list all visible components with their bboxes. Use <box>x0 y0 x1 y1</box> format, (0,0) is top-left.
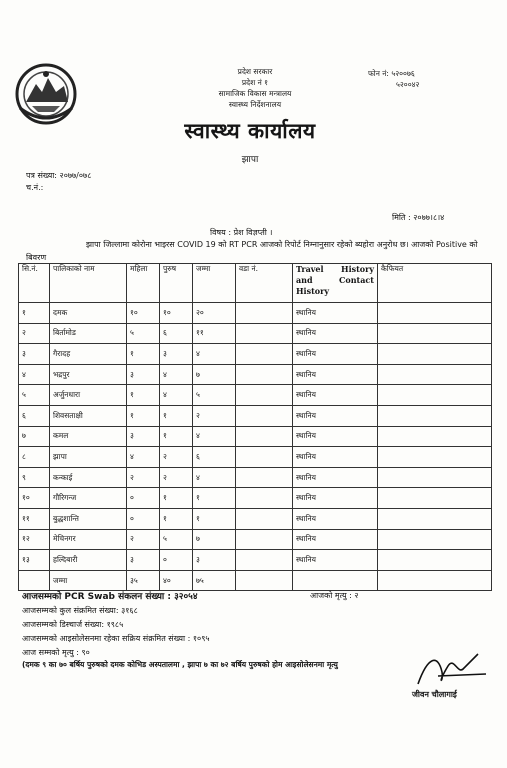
table-row <box>19 323 492 344</box>
cell-female: १ <box>127 344 160 365</box>
table-row <box>19 467 492 488</box>
table-row <box>19 508 492 529</box>
cell-sn: २ <box>19 323 50 344</box>
cell-total: ७ <box>193 364 236 385</box>
cell-travel: स्थानिय <box>293 467 378 488</box>
cell-male: ० <box>160 550 193 571</box>
positive-cases-table <box>18 263 492 591</box>
cell-male: ५ <box>160 529 193 550</box>
cell-total: ११ <box>193 323 236 344</box>
cell-total: ६ <box>193 447 236 468</box>
cell-female: ५ <box>127 323 160 344</box>
col-male: पुरुष <box>160 264 193 303</box>
cell-male: १ <box>160 508 193 529</box>
col-ward: वडा नं. <box>236 264 293 303</box>
cell-travel: स्थानिय <box>293 508 378 529</box>
cell-total: ७ <box>193 529 236 550</box>
cell-name: गौरिगन्ज <box>50 488 127 509</box>
cell-sn: १ <box>19 303 50 324</box>
cell-sn: ५ <box>19 385 50 406</box>
cell-travel: स्थानिय <box>293 323 378 344</box>
phone-number: फोन नं: ५२००७६ <box>368 69 415 78</box>
cell-female: २ <box>127 467 160 488</box>
cell-travel: स्थानिय <box>293 529 378 550</box>
cell-name: शिवसताक्षी <box>50 405 127 426</box>
cell-male: १ <box>160 405 193 426</box>
gov-line: सामाजिक विकास मन्त्रालय <box>218 89 292 98</box>
cell-female: ३ <box>127 550 160 571</box>
table-row <box>19 570 492 591</box>
cell-name: अर्जुनधारा <box>50 385 127 406</box>
deaths-today: आजको मृत्यु : २ <box>310 591 359 600</box>
cell-female: १० <box>127 303 160 324</box>
cell-travel: स्थानिय <box>293 364 378 385</box>
cell-sn: ८ <box>19 447 50 468</box>
cell-remarks <box>378 550 492 571</box>
cell-sn: १० <box>19 488 50 509</box>
cell-name: भद्रपुर <box>50 364 127 385</box>
cell-sn: १३ <box>19 550 50 571</box>
government-header <box>190 66 320 110</box>
cell-travel: स्थानिय <box>293 488 378 509</box>
cell-total: ४ <box>193 467 236 488</box>
cell-ward <box>236 447 293 468</box>
cell-ward <box>236 467 293 488</box>
government-emblem-icon <box>14 62 78 126</box>
cell-name: गैरादह <box>50 344 127 365</box>
cell-male: ६ <box>160 323 193 344</box>
cell-travel: स्थानिय <box>293 550 378 571</box>
cell-total: ७५ <box>193 570 236 591</box>
cell-total: ३ <box>193 550 236 571</box>
cell-travel: स्थानिय <box>293 426 378 447</box>
cell-name: कन्काई <box>50 467 127 488</box>
cell-male: ४० <box>160 570 193 591</box>
letter-number: पत्र संख्या: २०७७/०७८ <box>26 171 92 180</box>
cell-female: २ <box>127 529 160 550</box>
cell-travel: स्थानिय <box>293 447 378 468</box>
cell-remarks <box>378 385 492 406</box>
table-row <box>19 385 492 406</box>
cell-male: ४ <box>160 385 193 406</box>
cell-sn: ६ <box>19 405 50 426</box>
discharged-count: आजसम्मको डिस्चार्ज संख्या: १९८५ <box>22 620 124 629</box>
cell-travel <box>293 570 378 591</box>
cell-ward <box>236 385 293 406</box>
cell-remarks <box>378 529 492 550</box>
col-municipality: पालिकाको नाम <box>50 264 127 303</box>
cell-ward <box>236 364 293 385</box>
cell-remarks <box>378 303 492 324</box>
cell-sn: ४ <box>19 364 50 385</box>
cell-female: ३ <box>127 426 160 447</box>
cell-ward <box>236 550 293 571</box>
cell-name: बुद्धशान्ति <box>50 508 127 529</box>
cell-male: २ <box>160 447 193 468</box>
table-row <box>19 344 492 365</box>
office-title: स्वास्थ्य कार्यालय <box>184 118 316 143</box>
cell-female: ३ <box>127 364 160 385</box>
cell-remarks <box>378 488 492 509</box>
cell-female: ३५ <box>127 570 160 591</box>
death-note: (दमक ९ का ७० बर्षिय पुरुषको दमक कोभिड अस्पतालमा , झापा ७ का ७२ बर्षिय पुरुषको होम आइसोलेसनमा मृत्यु <box>22 660 338 669</box>
cell-female: १ <box>127 405 160 426</box>
cell-total: २ <box>193 405 236 426</box>
cell-total: १ <box>193 488 236 509</box>
col-female: महिला <box>127 264 160 303</box>
summary-block <box>22 590 210 660</box>
letter-date: मिति : २०७७।८।४ <box>392 213 445 222</box>
table-row <box>19 447 492 468</box>
cell-name: मेचिनगर <box>50 529 127 550</box>
cell-name: कमल <box>50 426 127 447</box>
cell-sn: ३ <box>19 344 50 365</box>
cell-name: झापा <box>50 447 127 468</box>
cell-female: ० <box>127 508 160 529</box>
swab-count: आजसम्मको PCR Swab संकलन संख्या : ३२०५४ <box>22 592 198 602</box>
table-row <box>19 364 492 385</box>
cell-male: १ <box>160 488 193 509</box>
cell-remarks <box>378 344 492 365</box>
col-travel-history: Travel History and Contact History <box>293 264 378 303</box>
phone-number-2: ५२००४२ <box>396 80 420 89</box>
col-serial: सि.नं. <box>19 264 50 303</box>
cell-sn: ७ <box>19 426 50 447</box>
cell-male: १० <box>160 303 193 324</box>
cell-sn: ९ <box>19 467 50 488</box>
cell-ward <box>236 344 293 365</box>
cell-total: ५ <box>193 385 236 406</box>
col-total: जम्मा <box>193 264 236 303</box>
cell-female: १ <box>127 385 160 406</box>
table-row <box>19 303 492 324</box>
cell-female: ४ <box>127 447 160 468</box>
cell-male: ४ <box>160 364 193 385</box>
cell-name: जम्मा <box>50 570 127 591</box>
cell-remarks <box>378 508 492 529</box>
table-row <box>19 405 492 426</box>
intro-paragraph: झापा जिल्लामा कोरोना भाइरस COVID 19 को RT PCR आजको रिपोर्ट निम्नानुसार रहेको ब्यहोरा अनुरोध छ। आजको Positive को बिवरण <box>26 240 478 262</box>
letter-subject: विषय : प्रेश विज्ञप्ती । <box>210 228 273 237</box>
cell-remarks <box>378 570 492 591</box>
table-row <box>19 426 492 447</box>
cell-ward <box>236 303 293 324</box>
cell-female: ० <box>127 488 160 509</box>
cell-travel: स्थानिय <box>293 344 378 365</box>
cell-remarks <box>378 447 492 468</box>
cell-total: ४ <box>193 344 236 365</box>
gov-line: प्रदेश नं १ <box>241 78 269 87</box>
cell-male: २ <box>160 467 193 488</box>
cell-remarks <box>378 364 492 385</box>
col-remarks: कैफियत <box>378 264 492 303</box>
cell-male: ३ <box>160 344 193 365</box>
cell-ward <box>236 570 293 591</box>
cell-name: दमक <box>50 303 127 324</box>
cell-sn <box>19 570 50 591</box>
cell-ward <box>236 323 293 344</box>
signatory-name: जीवन चौलागाई <box>412 690 457 699</box>
district-name: झापा <box>241 155 259 165</box>
cell-travel: स्थानिय <box>293 385 378 406</box>
cell-remarks <box>378 467 492 488</box>
table-header-row <box>19 264 492 303</box>
cell-total: २० <box>193 303 236 324</box>
phone-block <box>368 68 419 90</box>
cell-male: १ <box>160 426 193 447</box>
cell-remarks <box>378 323 492 344</box>
cell-ward <box>236 508 293 529</box>
cell-remarks <box>378 426 492 447</box>
active-isolation: आजसम्मको आइसोलेसनमा रहेका सक्रिय संक्रमित संख्या : १०९५ <box>22 634 210 643</box>
cell-sn: १२ <box>19 529 50 550</box>
cell-remarks <box>378 405 492 426</box>
cell-total: १ <box>193 508 236 529</box>
cell-sn: ११ <box>19 508 50 529</box>
cell-ward <box>236 529 293 550</box>
cell-ward <box>236 426 293 447</box>
reference-block <box>26 170 91 194</box>
table-row <box>19 488 492 509</box>
cell-travel: स्थानिय <box>293 405 378 426</box>
total-infected: आजसम्मको कुल संक्रमित संख्या: ३१६८ <box>22 606 138 615</box>
table-row <box>19 529 492 550</box>
cell-ward <box>236 488 293 509</box>
handwritten-signature-icon <box>408 646 488 692</box>
cell-name: हल्दिबारी <box>50 550 127 571</box>
gov-line: प्रदेश सरकार <box>237 67 273 76</box>
total-deaths: आज सम्मको मृत्यु : ९० <box>22 648 90 657</box>
cell-travel: स्थानिय <box>293 303 378 324</box>
dispatch-number: च.नं.: <box>26 183 44 192</box>
cell-total: ४ <box>193 426 236 447</box>
gov-line: स्वास्थ्य निर्देशनालय <box>228 100 282 109</box>
table-row <box>19 550 492 571</box>
cell-ward <box>236 405 293 426</box>
cell-name: बिर्तामोड <box>50 323 127 344</box>
